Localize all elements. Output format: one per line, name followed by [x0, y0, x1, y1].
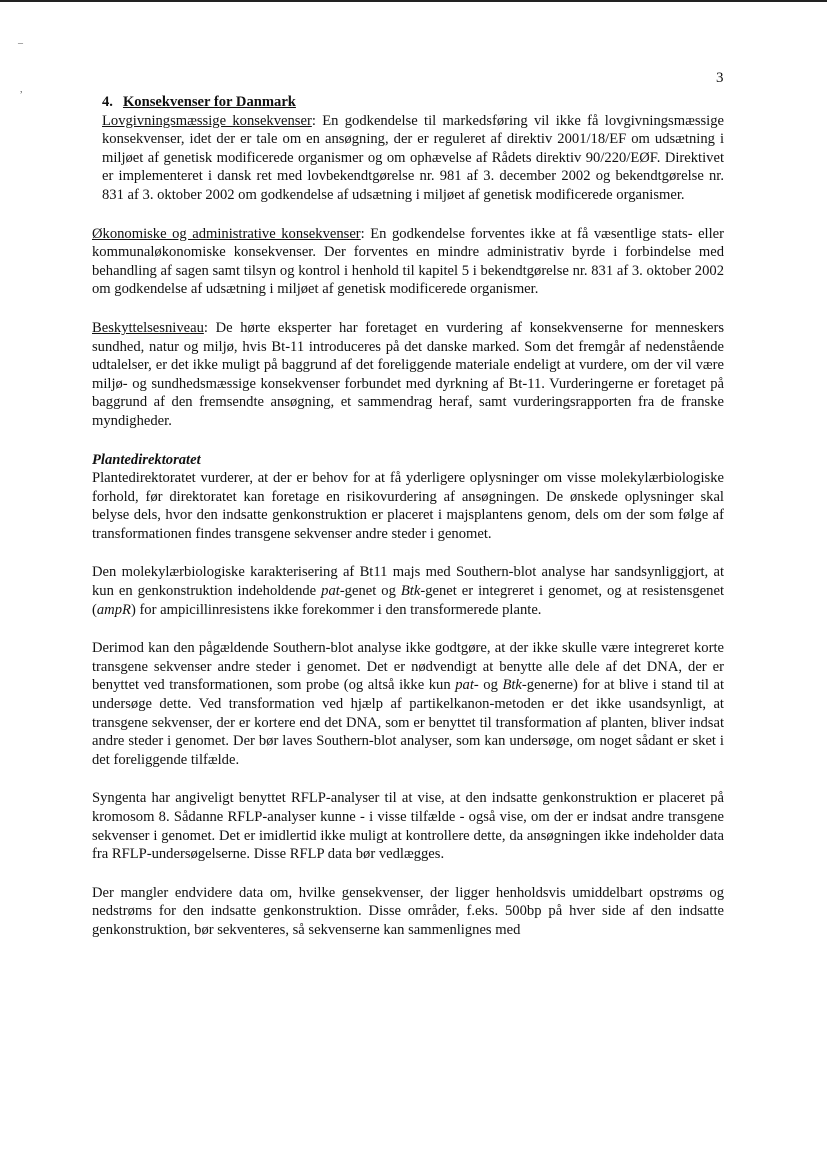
gene-name: Btk	[400, 583, 421, 600]
text-run: -genet og	[339, 583, 401, 600]
paragraph-protection-level	[92, 319, 724, 431]
document-body	[92, 93, 724, 960]
paragraph-flanking-sequences: Der mangler endvidere data om, hvilke gensekvenser, der ligger henholdsvis umiddelbart opstrøms og nedstrøms for den indsatte genkonstruktion. Disse områder, f.eks. 500bp på hver side af den indsatte genkonstruktion, bør sekventeres, så sekvenserne kan sammenlignes med	[92, 884, 724, 938]
paragraph-rflp-analysis: Syngenta har angiveligt benyttet RFLP-analyser til at vise, at den indsatte genkonstruktion er placeret på kromosom 8. Sådanne RFLP-analyser kunne - i visse tilfælde - også vise, om der er indsat andre transgene sekvenser i genomet. Det er imidlertid ikke muligt at kontrollere dette, da ansøgningen ikke indeholder data fra RFLP-undersøgelserne. Disse RFLP data bør vedlægges.	[92, 790, 724, 863]
section-title: Konsekvenser for Danmark	[122, 94, 296, 110]
paragraph-text: : En godkendelse forventes ikke at få væsentlige stats- eller kommunaløkonomiske konsekvenser. Der forventes en mindre administrativ byrde i forbindelse med behandling af sagen samt tilsyn og kontrol i henhold til kapitel 5 i bekendtgørelse nr. 831 af 3. oktober 2002 om godkendelse af udsætning i miljøet af genetisk modificerede organismer.	[92, 225, 725, 298]
page-number: 3	[716, 70, 724, 86]
paragraph-economic-consequences	[92, 225, 724, 299]
scan-mark: ‒	[18, 38, 23, 49]
text-run: Derimod kan den pågældende Southern-blot analyse ikke godtgøre, at der ikke skulle være integreret korte transgene sekvenser andre steder i genomet. Det er nødvendigt at benytte alle dele af det DNA, der er benyttet ved transformationen, som probe (og altså ikke kun	[92, 640, 724, 694]
gene-name: pat	[455, 677, 474, 694]
text-run: - og	[473, 677, 503, 694]
section-number: 4.	[102, 94, 113, 110]
paragraph-southern-blot-limitations	[92, 639, 724, 769]
text-run: -genet er integreret i genomet, og at resistensgenet (	[92, 583, 724, 618]
paragraph-southern-blot-result	[92, 563, 724, 619]
gene-name: pat	[321, 583, 340, 600]
paragraph-directorate-assessment: Plantedirektoratet vurderer, at der er behov for at få yderligere oplysninger om visse molekylærbiologiske forhold, før direktoratet kan foretage en risikovurdering af ansøgningen. De ønskede oplysninger skal belyse dels, hvor den indsatte genkonstruktion er placeret i majsplantens genom, dels om der som følge af transformationen findes transgene sekvenser andre steder i genomet.	[92, 470, 724, 542]
text-run: -generne) for at blive i stand til at undersøge dette. Ved transformation ved hjælp af partikelkanon-metoden er det ikke usandsynligt, at transgene sekvenser, der er kortere end det DNA, som er benyttet til transformation af planten, bliver indsat andre steder i genomet. Der bør laves Southern-blot analyser, som kan undersøge, om noget sådant er sket i det foreliggende tilfælde.	[92, 677, 724, 768]
paragraph-label: Økonomiske og administrative konsekvenser	[92, 225, 361, 242]
gene-name: ampR	[96, 601, 131, 618]
text-run: ) for ampicillinresistens ikke forekommer i den transformerede plante.	[130, 601, 542, 618]
scan-mark: ,	[20, 84, 23, 95]
gene-name: Btk	[502, 677, 522, 694]
top-border-line	[0, 0, 827, 2]
section-heading	[102, 93, 724, 112]
paragraph-label: Beskyttelsesniveau	[92, 319, 204, 336]
paragraph-text: : De hørte eksperter har foretaget en vurdering af konsekvenserne for menneskers sundhed, natur og miljø, hvis Bt-11 introduceres på det danske marked. Som det fremgår af nedenstående udtalelser, er det ikke muligt på baggrund af det foreliggende materiale endeligt at vurdere, om der vil være miljø- og sundhedsmæssige konsekvenser forbundet med dyrkning af Bt-11. Vurderingerne er foretaget på baggrund af den fremsendte ansøgning, et sammendrag heraf, samt vurderingsrapporten fra de franske myndigheder.	[92, 319, 724, 429]
paragraph-text: : En godkendelse til markedsføring vil ikke få lovgivningsmæssige konsekvenser, idet der er tale om en ansøgning, der er reguleret af direktiv 2001/18/EF om udsætning i miljøet af genetisk modificerede organismer og om ophævelse af Rådets direktiv 90/220/EØF. Direktivet er implementeret i dansk ret med lovbekendtgørelse nr. 981 af 3. december 2002 og bekendtgørelse nr. 831 af 3. oktober 2002 om godkendelse af udsætning i miljøet af genetisk modificerede organismer.	[102, 112, 725, 203]
paragraph-label: Lovgivningsmæssige konsekvenser	[102, 112, 312, 129]
text-run: Den molekylærbiologiske karakterisering af Bt11 majs med Southern-blot analyse har sandsynliggjort, at kun en genkonstruktion indeholdende	[92, 564, 724, 600]
paragraph-legal-consequences	[102, 112, 724, 205]
subheading-plantedirektoratet: Plantedirektoratet	[92, 451, 201, 468]
